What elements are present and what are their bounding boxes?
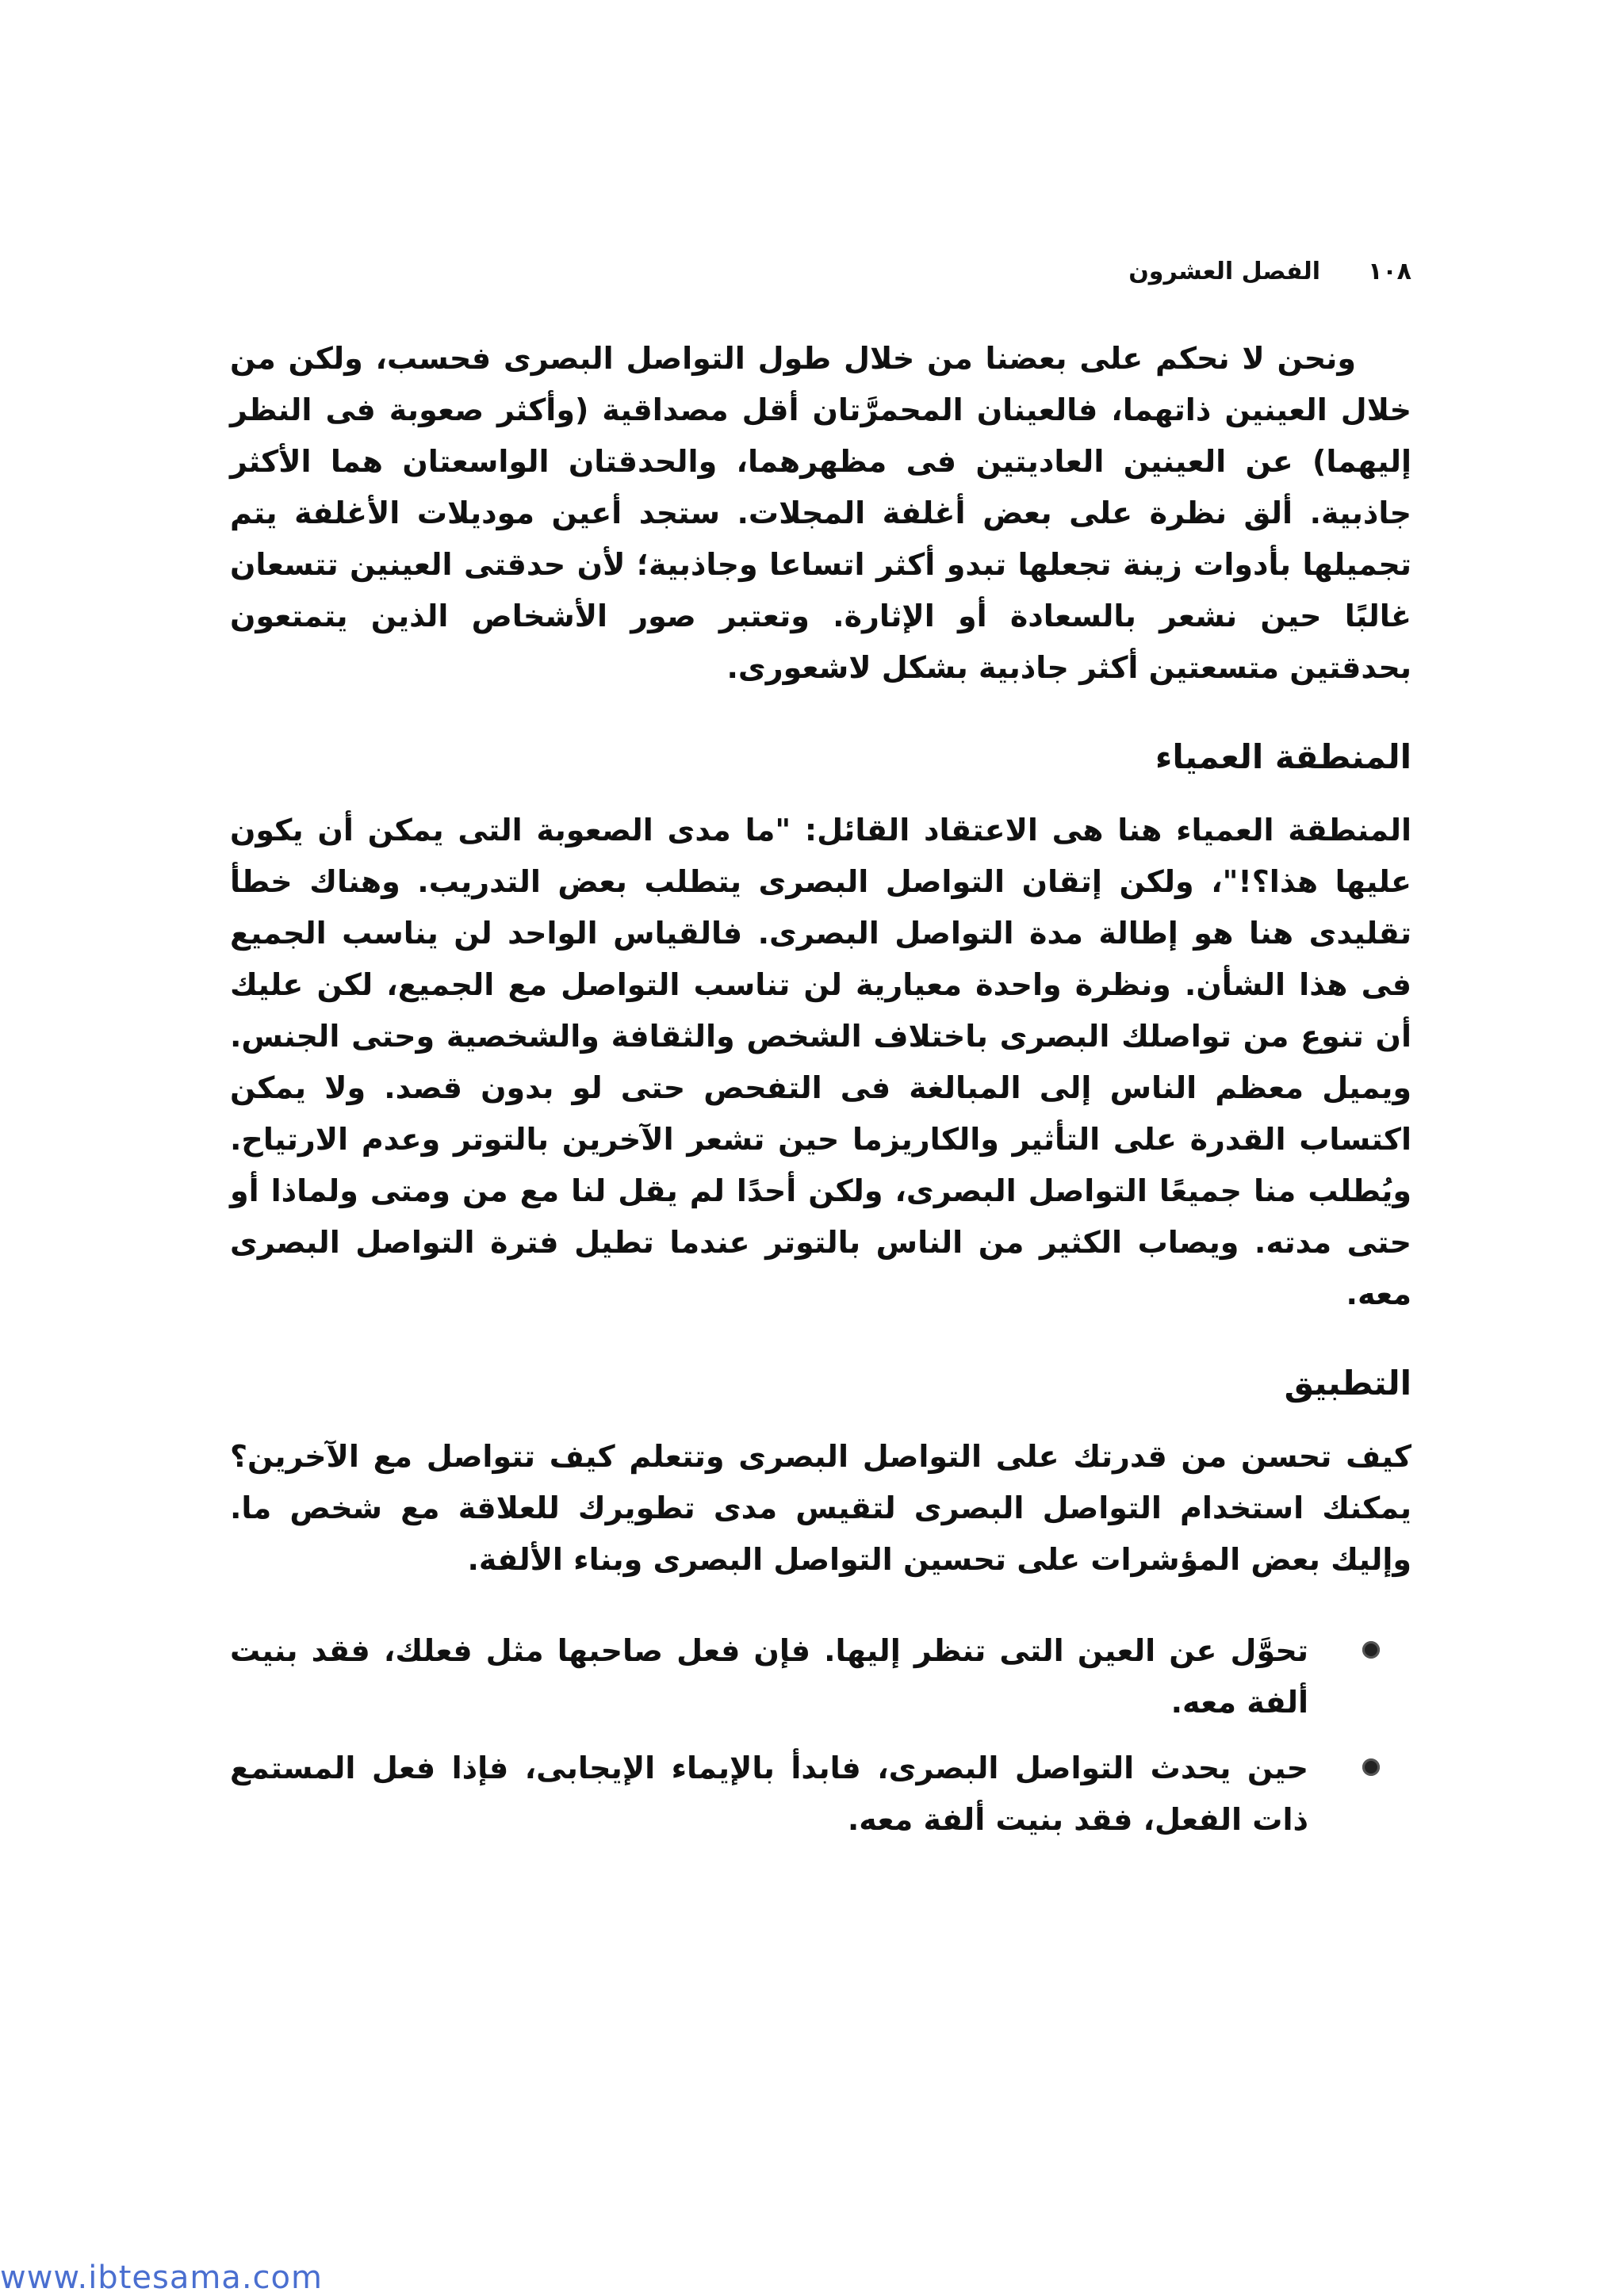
page-number: ١٠٨	[1368, 257, 1411, 285]
tips-list	[230, 1625, 1411, 1846]
page-body	[230, 333, 1411, 1860]
website-link[interactable]: www.ibtesama.com	[0, 2260, 323, 2296]
list-item-text: تحوَّل عن العين التى تنظر إليها. فإن فعل صاحبها مثل فعلك، فقد بنيت ألفة معه.	[230, 1633, 1308, 1720]
section-heading-blind-spot: المنطقة العمياء	[1155, 737, 1411, 776]
page-header	[238, 247, 1411, 295]
section-paragraph-blind-spot: المنطقة العمياء هنا هى الاعتقاد القائل: "ما مدى الصعوبة التى يمكن أن يكون عليها هذا؟!"، ولكن إتقان التواصل البصرى يتطلب بعض التدريب. وهناك خطأ تقليدى هنا هو إطالة مدة التواصل البصرى. فالقياس الواحد لن يناسب الجميع فى هذا الشأن. ونظرة واحدة معيارية لن تناسب التواصل مع الجميع، لكن عليك أن تنوع من تواصلك البصرى باختلاف الشخص والثقافة والشخصية وحتى الجنس. ويميل معظم الناس إلى المبالغة فى التفحص حتى لو بدون قصد. ولا يمكن اكتساب القدرة على التأثير والكاريزما حين تشعر الآخرين بالتوتر وعدم الارتياح. ويُطلب منا جميعًا التواصل البصرى، ولكن أحدًا لم يقل لنا مع من ومتى ولماذا أو حتى مدته. ويصاب الكثير من الناس بالتوتر عندما تطيل فترة التواصل البصرى معه.	[230, 813, 1411, 1311]
list-item-text: حين يحدث التواصل البصرى، فابدأ بالإيماء الإيجابى، فإذا فعل المستمع ذات الفعل، فقد بنيت ألفة معه.	[230, 1751, 1308, 1837]
bullet-icon	[1362, 1641, 1380, 1659]
list-item	[230, 1743, 1308, 1846]
chapter-title: الفصل العشرون	[1128, 257, 1321, 285]
intro-paragraph: ونحن لا نحكم على بعضنا من خلال طول التواصل البصرى فحسب، ولكن من خلال العينين ذاتهما، فالعينان المحمرَّتان أقل مصداقية (وأكثر صعوبة فى النظر إليهما) عن العينين العاديتين فى مظهرهما، والحدقتان الواسعتان هما الأكثر جاذبية. ألق نظرة على بعض أغلفة المجلات. ستجد أعين موديلات الأغلفة يتم تجميلها بأدوات زينة تجعلها تبدو أكثر اتساعا وجاذبية؛ لأن حدقتى العينين تتسعان غالبًا حين نشعر بالسعادة أو الإثارة. وتعتبر صور الأشخاص الذين يتمتعون بحدقتين متسعتين أكثر جاذبية بشكل لاشعورى.	[230, 341, 1411, 685]
section-heading-application: التطبيق	[1284, 1364, 1411, 1402]
section-paragraph-application: كيف تحسن من قدرتك على التواصل البصرى وتتعلم كيف تتواصل مع الآخرين؟ يمكنك استخدام التواصل البصرى لتقيس مدى تطويرك للعلاقة مع شخص ما. وإليك بعض المؤشرات على تحسين التواصل البصرى وبناء الألفة.	[230, 1439, 1411, 1577]
bullet-icon	[1362, 1758, 1380, 1776]
list-item	[230, 1625, 1308, 1728]
